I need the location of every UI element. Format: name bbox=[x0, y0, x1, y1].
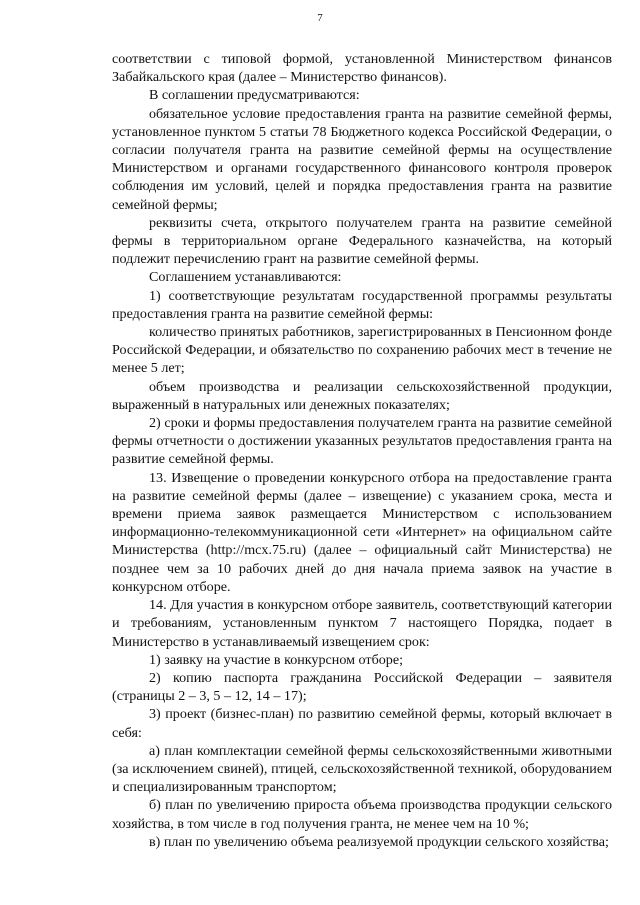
paragraph-subitem-b: б) план по увеличению прироста объема производства продукции сельского хозяйства, в том числе в год получения гранта, не менее чем на 10 %; bbox=[112, 797, 612, 832]
paragraph-section-13-notice: 13. Извещение о проведении конкурсного отбора на предоставление гранта на развитие семейной фермы (далее – извещение) с указанием срока, места и времени приема заявок размещается Министерством с использованием информационно-телекоммуникационной сети «Интернет» на официальном сайте Министерства (http://mcx.75.ru) (далее – официальный сайт Министерства) не позднее чем за 10 рабочих дней до дня начала приема заявок на участие в конкурсном отборе. bbox=[112, 469, 612, 595]
paragraph-agreement-provides: В соглашении предусматриваются: bbox=[149, 87, 360, 104]
paragraph-subitem-c: в) план по увеличению объема реализуемой продукции сельского хозяйства; bbox=[149, 833, 609, 850]
paragraph-intro-continuation: соответствии с типовой формой, установленной Министерством финансов Забайкальского края (далее – Министерство финансов). bbox=[112, 51, 612, 86]
paragraph-item-1-application: 1) заявку на участие в конкурсном отборе; bbox=[149, 651, 404, 668]
paragraph-item-1-results: 1) соответствующие результатам государственной программы результаты предоставления гранта на развитие семейной фермы: bbox=[112, 287, 612, 322]
paragraph-item-3-business-plan: 3) проект (бизнес-план) по развитию семейной фермы, который включает в себя: bbox=[112, 706, 612, 741]
paragraph-subitem-a: а) план комплектации семейной фермы сельскохозяйственными животными (за исключением свиней), птицей, сельскохозяйственной техникой, оборудованием и специализированным транспортом; bbox=[112, 742, 612, 796]
paragraph-account-details: реквизиты счета, открытого получателем гранта на развитие семейной фермы в территориальном органе Федерального казначейства, на который подлежит перечислению грант на развитие семейной фермы. bbox=[112, 214, 612, 268]
paragraph-item-2-reporting: 2) сроки и формы предоставления получателем гранта на развитие семейной фермы отчетности о достижении указанных результатов предоставления гранта на развитие семейной фермы. bbox=[112, 415, 612, 468]
paragraph-production-volume: объем производства и реализации сельскохозяйственной продукции, выраженный в натуральных или денежных показателях; bbox=[112, 378, 612, 413]
paragraph-section-14-participation: 14. Для участия в конкурсном отборе заявитель, соответствующий категории и требованиям, установленным пунктом 7 настоящего Порядка, подает в Министерство в устанавливаемый извещением срок: bbox=[112, 597, 612, 650]
paragraph-agreement-establishes: Соглашением устанавливаются: bbox=[149, 269, 342, 286]
paragraph-mandatory-condition: обязательное условие предоставления гранта на развитие семейной фермы, установленное пунктом 5 статьи 78 Бюджетного кодекса Российской Федерации, о согласии получателя гранта на развитие семейной фермы на осуществление Министерством и органами государственного финансового контроля проверок соблюдения им условий, целей и порядка предоставления гранта на развитие семейной фермы; bbox=[112, 105, 612, 213]
page-number: 7 bbox=[317, 12, 323, 24]
paragraph-item-2-passport: 2) копию паспорта гражданина Российской Федерации – заявителя (страницы 2 – 3, 5 – 12, 14 – 17); bbox=[112, 669, 612, 705]
paragraph-employees-count: количество принятых работников, зарегистрированных в Пенсионном фонде Российской Федерации, и обязательство по сохранению рабочих мест в течение не менее 5 лет; bbox=[112, 324, 612, 377]
document-body bbox=[112, 50, 612, 851]
